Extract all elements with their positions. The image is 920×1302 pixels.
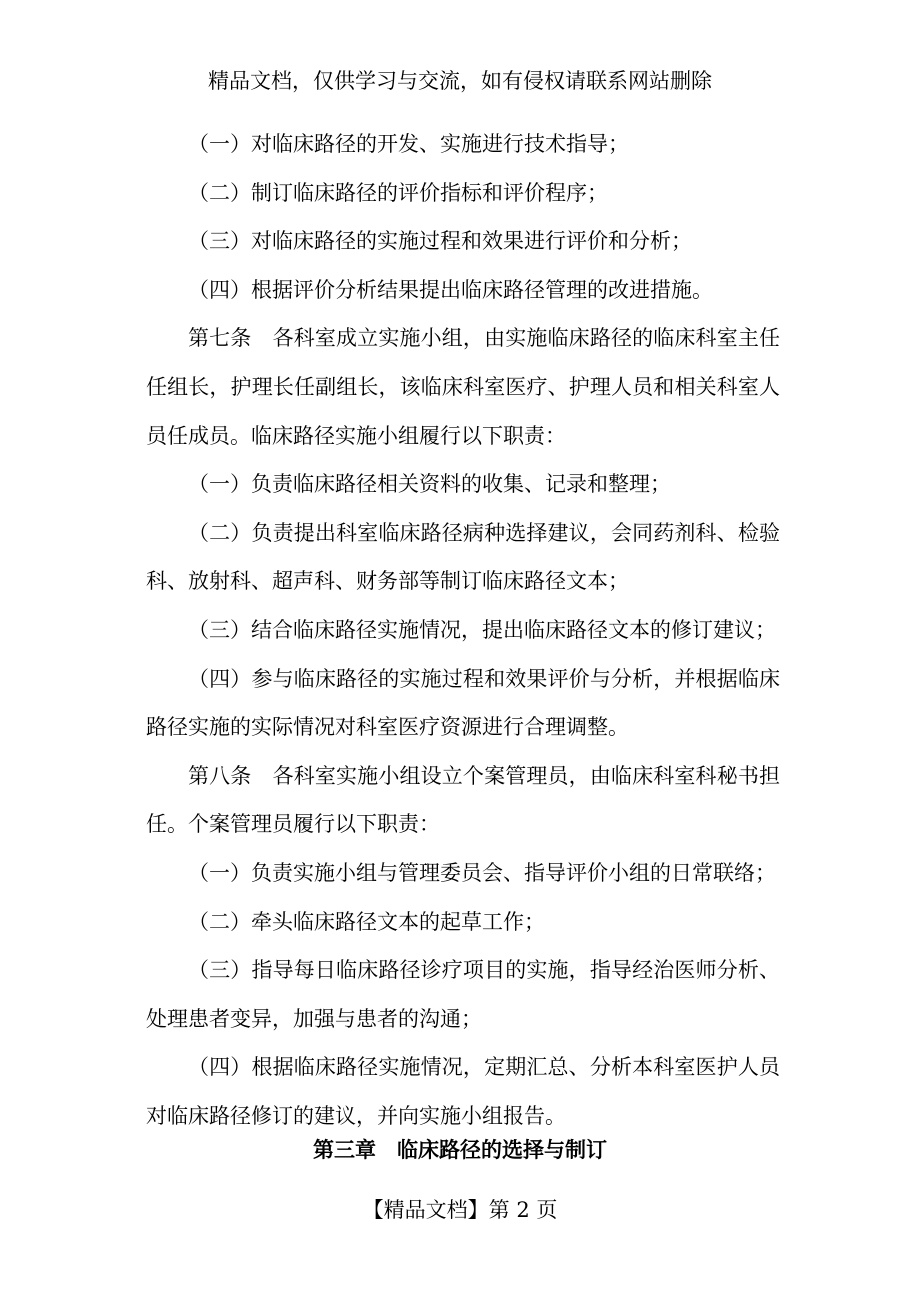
document-body bbox=[146, 120, 780, 1140]
article-8-paragraph: 第八条 各科室实施小组设立个案管理员，由临床科室科秘书担任。个案管理员履行以下职责： bbox=[146, 763, 780, 837]
page-footer: 【精品文档】第 2 页 bbox=[362, 1198, 558, 1222]
paragraph: （二）牵头临床路径文本的起草工作； bbox=[188, 909, 545, 934]
paragraph: （四）根据临床路径实施情况，定期汇总、分析本科室医护人员对临床路径修订的建议，并向实施小组报告。 bbox=[146, 1055, 780, 1128]
paragraph: （二）制订临床路径的评价指标和评价程序； bbox=[188, 180, 608, 205]
paragraph: （三）指导每日临床路径诊疗项目的实施，指导经治医师分析、处理患者变异，加强与患者的沟通； bbox=[146, 958, 780, 1031]
article-7-paragraph: 第七条 各科室成立实施小组，由实施临床路径的临床科室主任任组长，护理长任副组长，该临床科室医疗、护理人员和相关科室人员任成员。临床路径实施小组履行以下职责： bbox=[146, 326, 780, 448]
paragraph: （一）对临床路径的开发、实施进行技术指导； bbox=[188, 132, 629, 156]
paragraph: （四）根据评价分析结果提出临床路径管理的改进措施。 bbox=[188, 277, 713, 302]
paragraph: （二）负责提出科室临床路径病种选择建议，会同药剂科、检验科、放射科、超声科、财务部等制订临床路径文本； bbox=[146, 520, 780, 594]
paragraph: （四）参与临床路径的实施过程和效果评价与分析，并根据临床路径实施的实际情况对科室医疗资源进行合理调整。 bbox=[146, 666, 780, 740]
paragraph: （三）结合临床路径实施情况，提出临床路径文本的修订建议； bbox=[188, 617, 776, 642]
paragraph: （一）负责实施小组与管理委员会、指导评价小组的日常联络； bbox=[188, 860, 776, 885]
page-header: 精品文档，仅供学习与交流，如有侵权请联系网站删除 bbox=[208, 69, 712, 93]
paragraph: （一）负责临床路径相关资料的收集、记录和整理； bbox=[188, 472, 671, 497]
paragraph: （三）对临床路径的实施过程和效果进行评价和分析； bbox=[188, 229, 692, 254]
chapter-heading: 第三章 临床路径的选择与制订 bbox=[313, 1137, 607, 1162]
